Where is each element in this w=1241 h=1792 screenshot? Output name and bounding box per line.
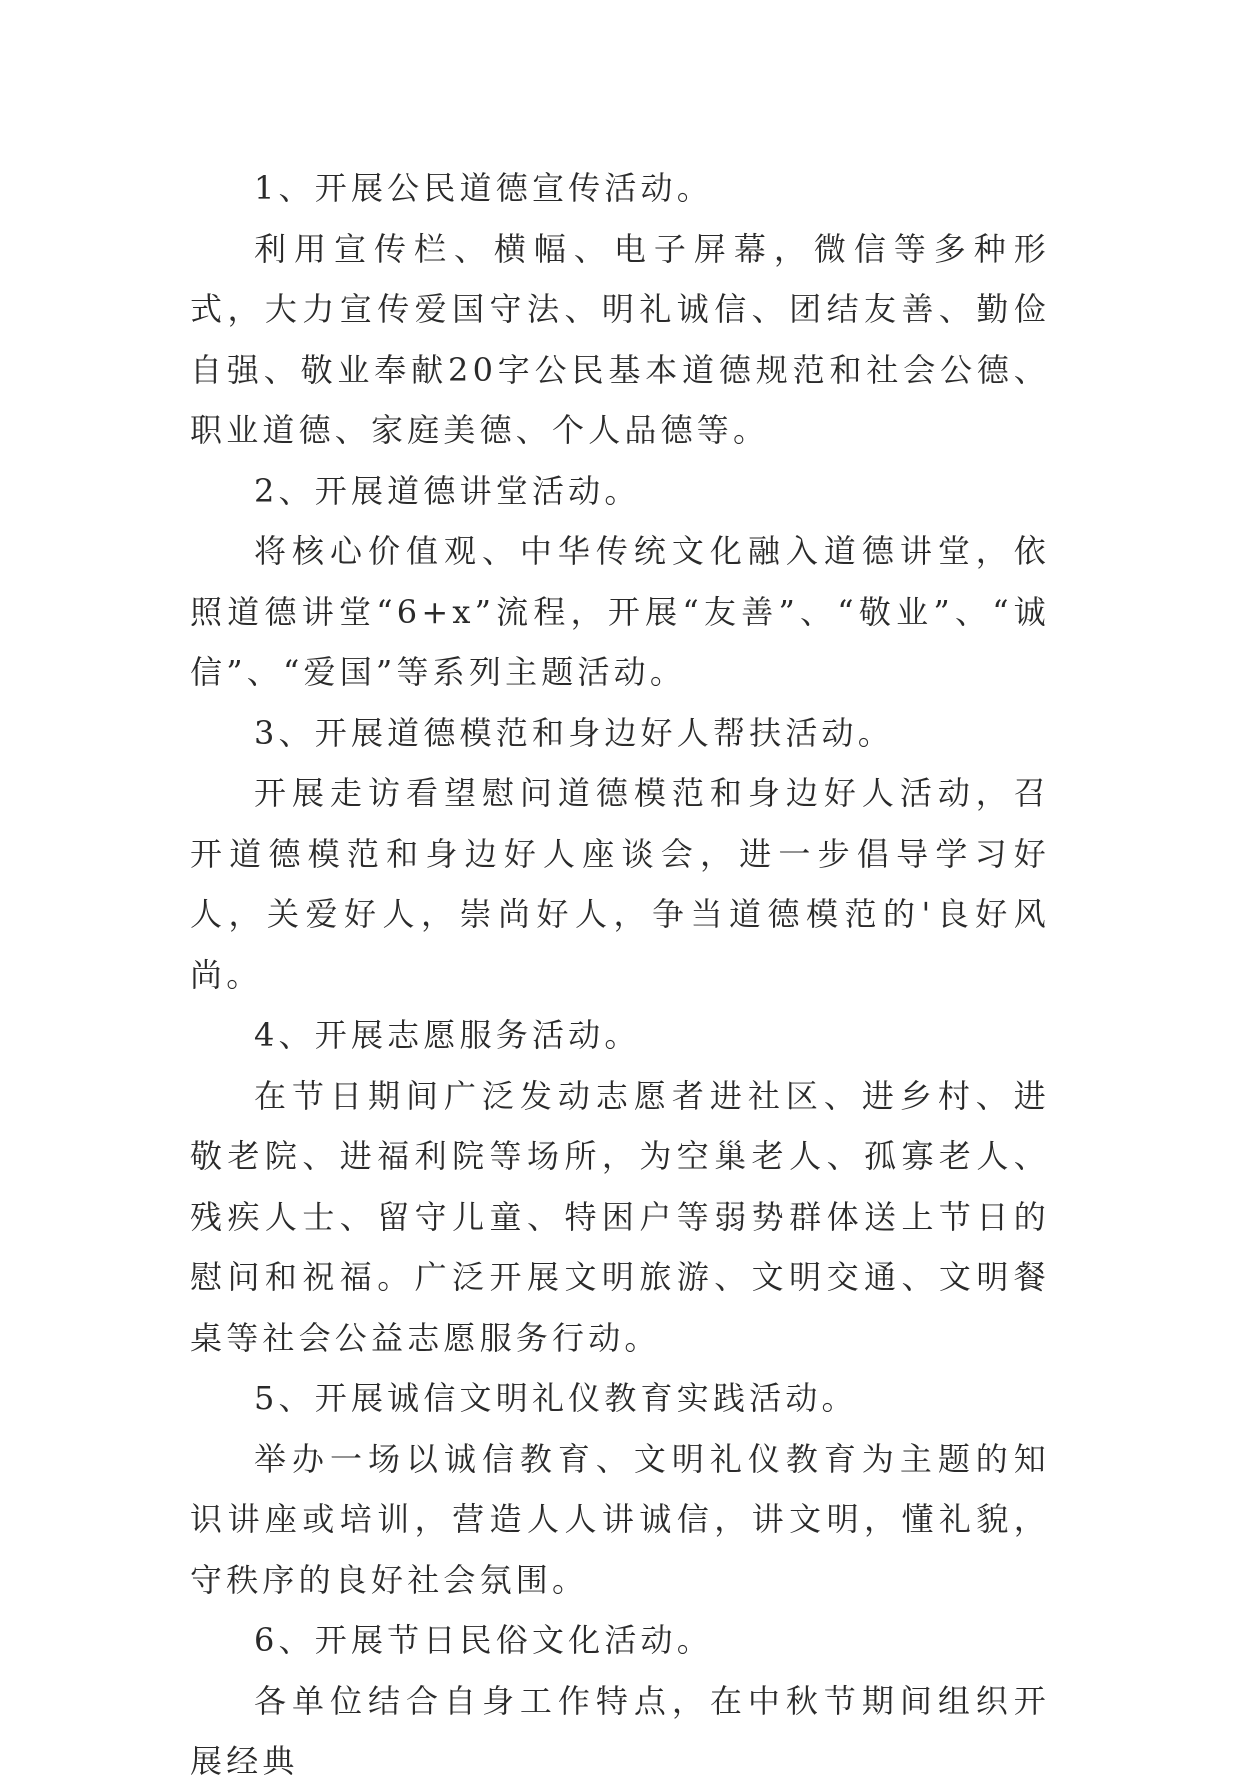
paragraph-civic-ethics: 利用宣传栏、横幅、电子屏幕，微信等多种形式，大力宣传爱国守法、明礼诚信、团结友善、勤俭自强、敬业奉献20字公民基本道德规范和社会公德、职业道德、家庭美德、个人品德等。: [190, 229, 1050, 449]
heading-1-civic-ethics: 1、开展公民道德宣传活动。: [254, 169, 713, 207]
paragraph-ethics-lecture: 将核心价值观、中华传统文化融入道德讲堂，依照道德讲堂“6+x”流程，开展“友善”、“敬业”、“诚信”、“爱国”等系列主题活动。: [190, 532, 1050, 691]
paragraph-folk-culture: 各单位结合自身工作特点，在中秋节期间组织开展经典: [190, 1681, 1050, 1780]
paragraph-role-models: 开展走访看望慰问道德模范和身边好人活动，召开道德模范和身边好人座谈会，进一步倡导学习好人，关爱好人，崇尚好人，争当道德模范的'良好风尚。: [190, 774, 1050, 994]
heading-2-ethics-lecture: 2、开展道德讲堂活动。: [254, 471, 641, 510]
heading-4-volunteer: 4、开展志愿服务活动。: [254, 1016, 641, 1054]
heading-5-integrity: 5、开展诚信文明礼仪教育实践活动。: [254, 1379, 858, 1417]
paragraph-integrity: 举办一场以诚信教育、文明礼仪教育为主题的知识讲座或培训，营造人人讲诚信，讲文明，懂礼貌，守秩序的良好社会氛围。: [190, 1439, 1050, 1599]
heading-6-folk-culture: 6、开展节日民俗文化活动。: [254, 1621, 713, 1659]
paragraph-volunteer: 在节日期间广泛发动志愿者进社区、进乡村、进敬老院、进福利院等场所，为空巢老人、孤寡老人、残疾人士、留守儿童、特困户等弱势群体送上节日的慰问和祝福。广泛开展文明旅游、文明交通、文明餐桌等社会公益志愿服务行动。: [190, 1076, 1050, 1357]
document-page: [190, 158, 1050, 1792]
heading-3-role-models: 3、开展道德模范和身边好人帮扶活动。: [254, 713, 894, 752]
